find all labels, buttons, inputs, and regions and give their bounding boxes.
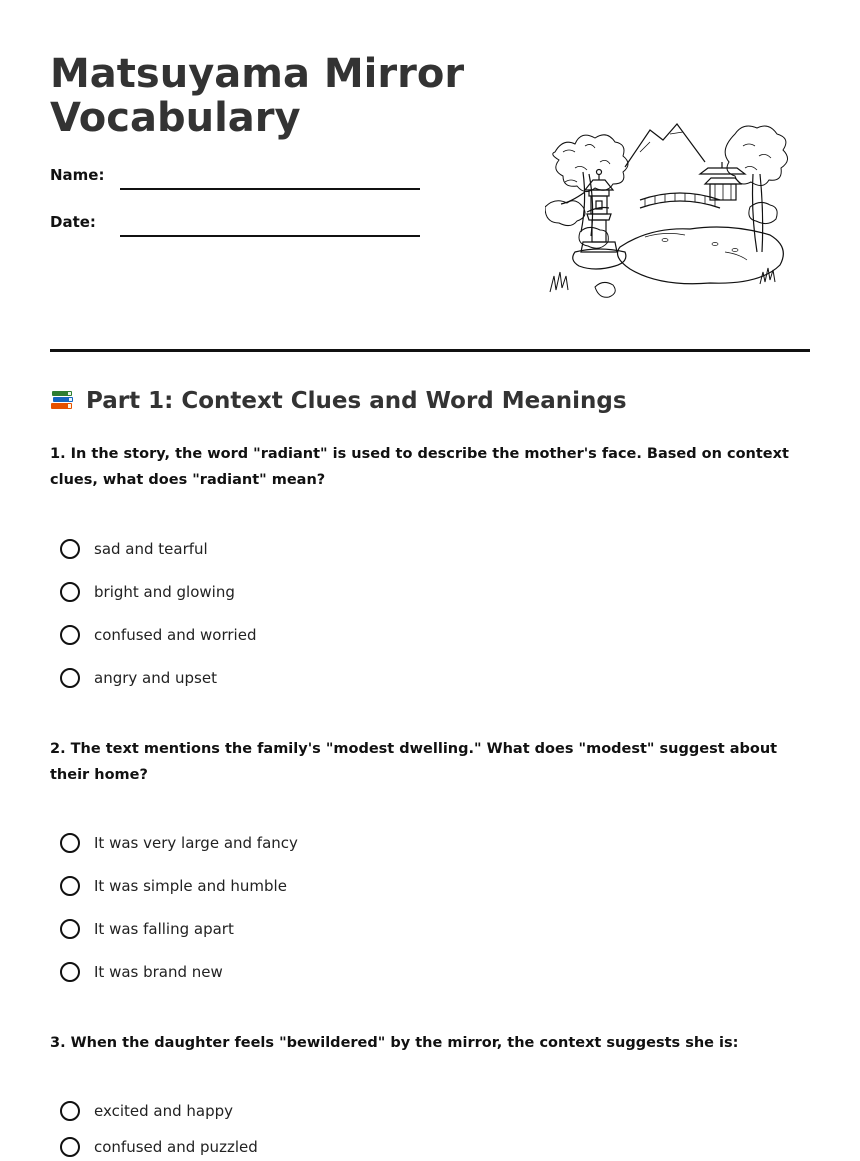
question-1-text: 1. In the story, the word "radiant" is used to describe the mother's face. Based on context clues, what does "radiant" mean? [50, 446, 789, 488]
date-underline [120, 235, 420, 237]
name-label: Name: [50, 166, 105, 184]
books-icon [50, 389, 76, 413]
question-2-text: 2. The text mentions the family's "modest dwelling." What does "modest" suggest about their home? [50, 741, 778, 783]
question-2-option-b[interactable] [60, 873, 287, 899]
question-1-option-d[interactable] [60, 665, 217, 691]
question-3-option-b[interactable] [60, 1134, 258, 1160]
question-1-option-a[interactable] [60, 536, 208, 562]
title-line-2: Vocabulary [50, 95, 301, 141]
option-label: It was very large and fancy [94, 834, 298, 852]
radio-button[interactable] [60, 1101, 80, 1121]
title-line-1: Matsuyama Mirror [50, 51, 465, 97]
option-label: It was simple and humble [94, 877, 287, 895]
question-1-option-c[interactable] [60, 622, 256, 648]
section-heading [50, 388, 627, 414]
radio-button[interactable] [60, 833, 80, 853]
section-title: Part 1: Context Clues and Word Meanings [86, 388, 627, 414]
radio-button[interactable] [60, 582, 80, 602]
radio-button[interactable] [60, 919, 80, 939]
radio-button[interactable] [60, 625, 80, 645]
question-3-option-a[interactable] [60, 1098, 233, 1124]
header-divider [50, 349, 810, 352]
radio-button[interactable] [60, 1137, 80, 1157]
option-label: confused and worried [94, 626, 257, 644]
name-field-row [50, 166, 420, 196]
name-underline [120, 188, 420, 190]
option-label: confused and puzzled [94, 1138, 258, 1156]
option-label: It was falling apart [94, 920, 234, 938]
japanese-garden-illustration [545, 112, 790, 302]
option-label: It was brand new [94, 963, 223, 981]
worksheet-title [50, 52, 470, 140]
question-2-option-d[interactable] [60, 959, 223, 985]
radio-button[interactable] [60, 668, 80, 688]
option-label: bright and glowing [94, 583, 235, 601]
option-label: excited and happy [94, 1102, 233, 1120]
question-1-option-b[interactable] [60, 579, 235, 605]
question-3-text: 3. When the daughter feels "bewildered" by the mirror, the context suggests she is: [50, 1035, 739, 1051]
radio-button[interactable] [60, 962, 80, 982]
radio-button[interactable] [60, 876, 80, 896]
question-2-option-a[interactable] [60, 830, 298, 856]
question-2-option-c[interactable] [60, 916, 234, 942]
date-field-row [50, 213, 420, 243]
radio-button[interactable] [60, 539, 80, 559]
option-label: sad and tearful [94, 540, 208, 558]
date-label: Date: [50, 213, 96, 231]
option-label: angry and upset [94, 669, 217, 687]
